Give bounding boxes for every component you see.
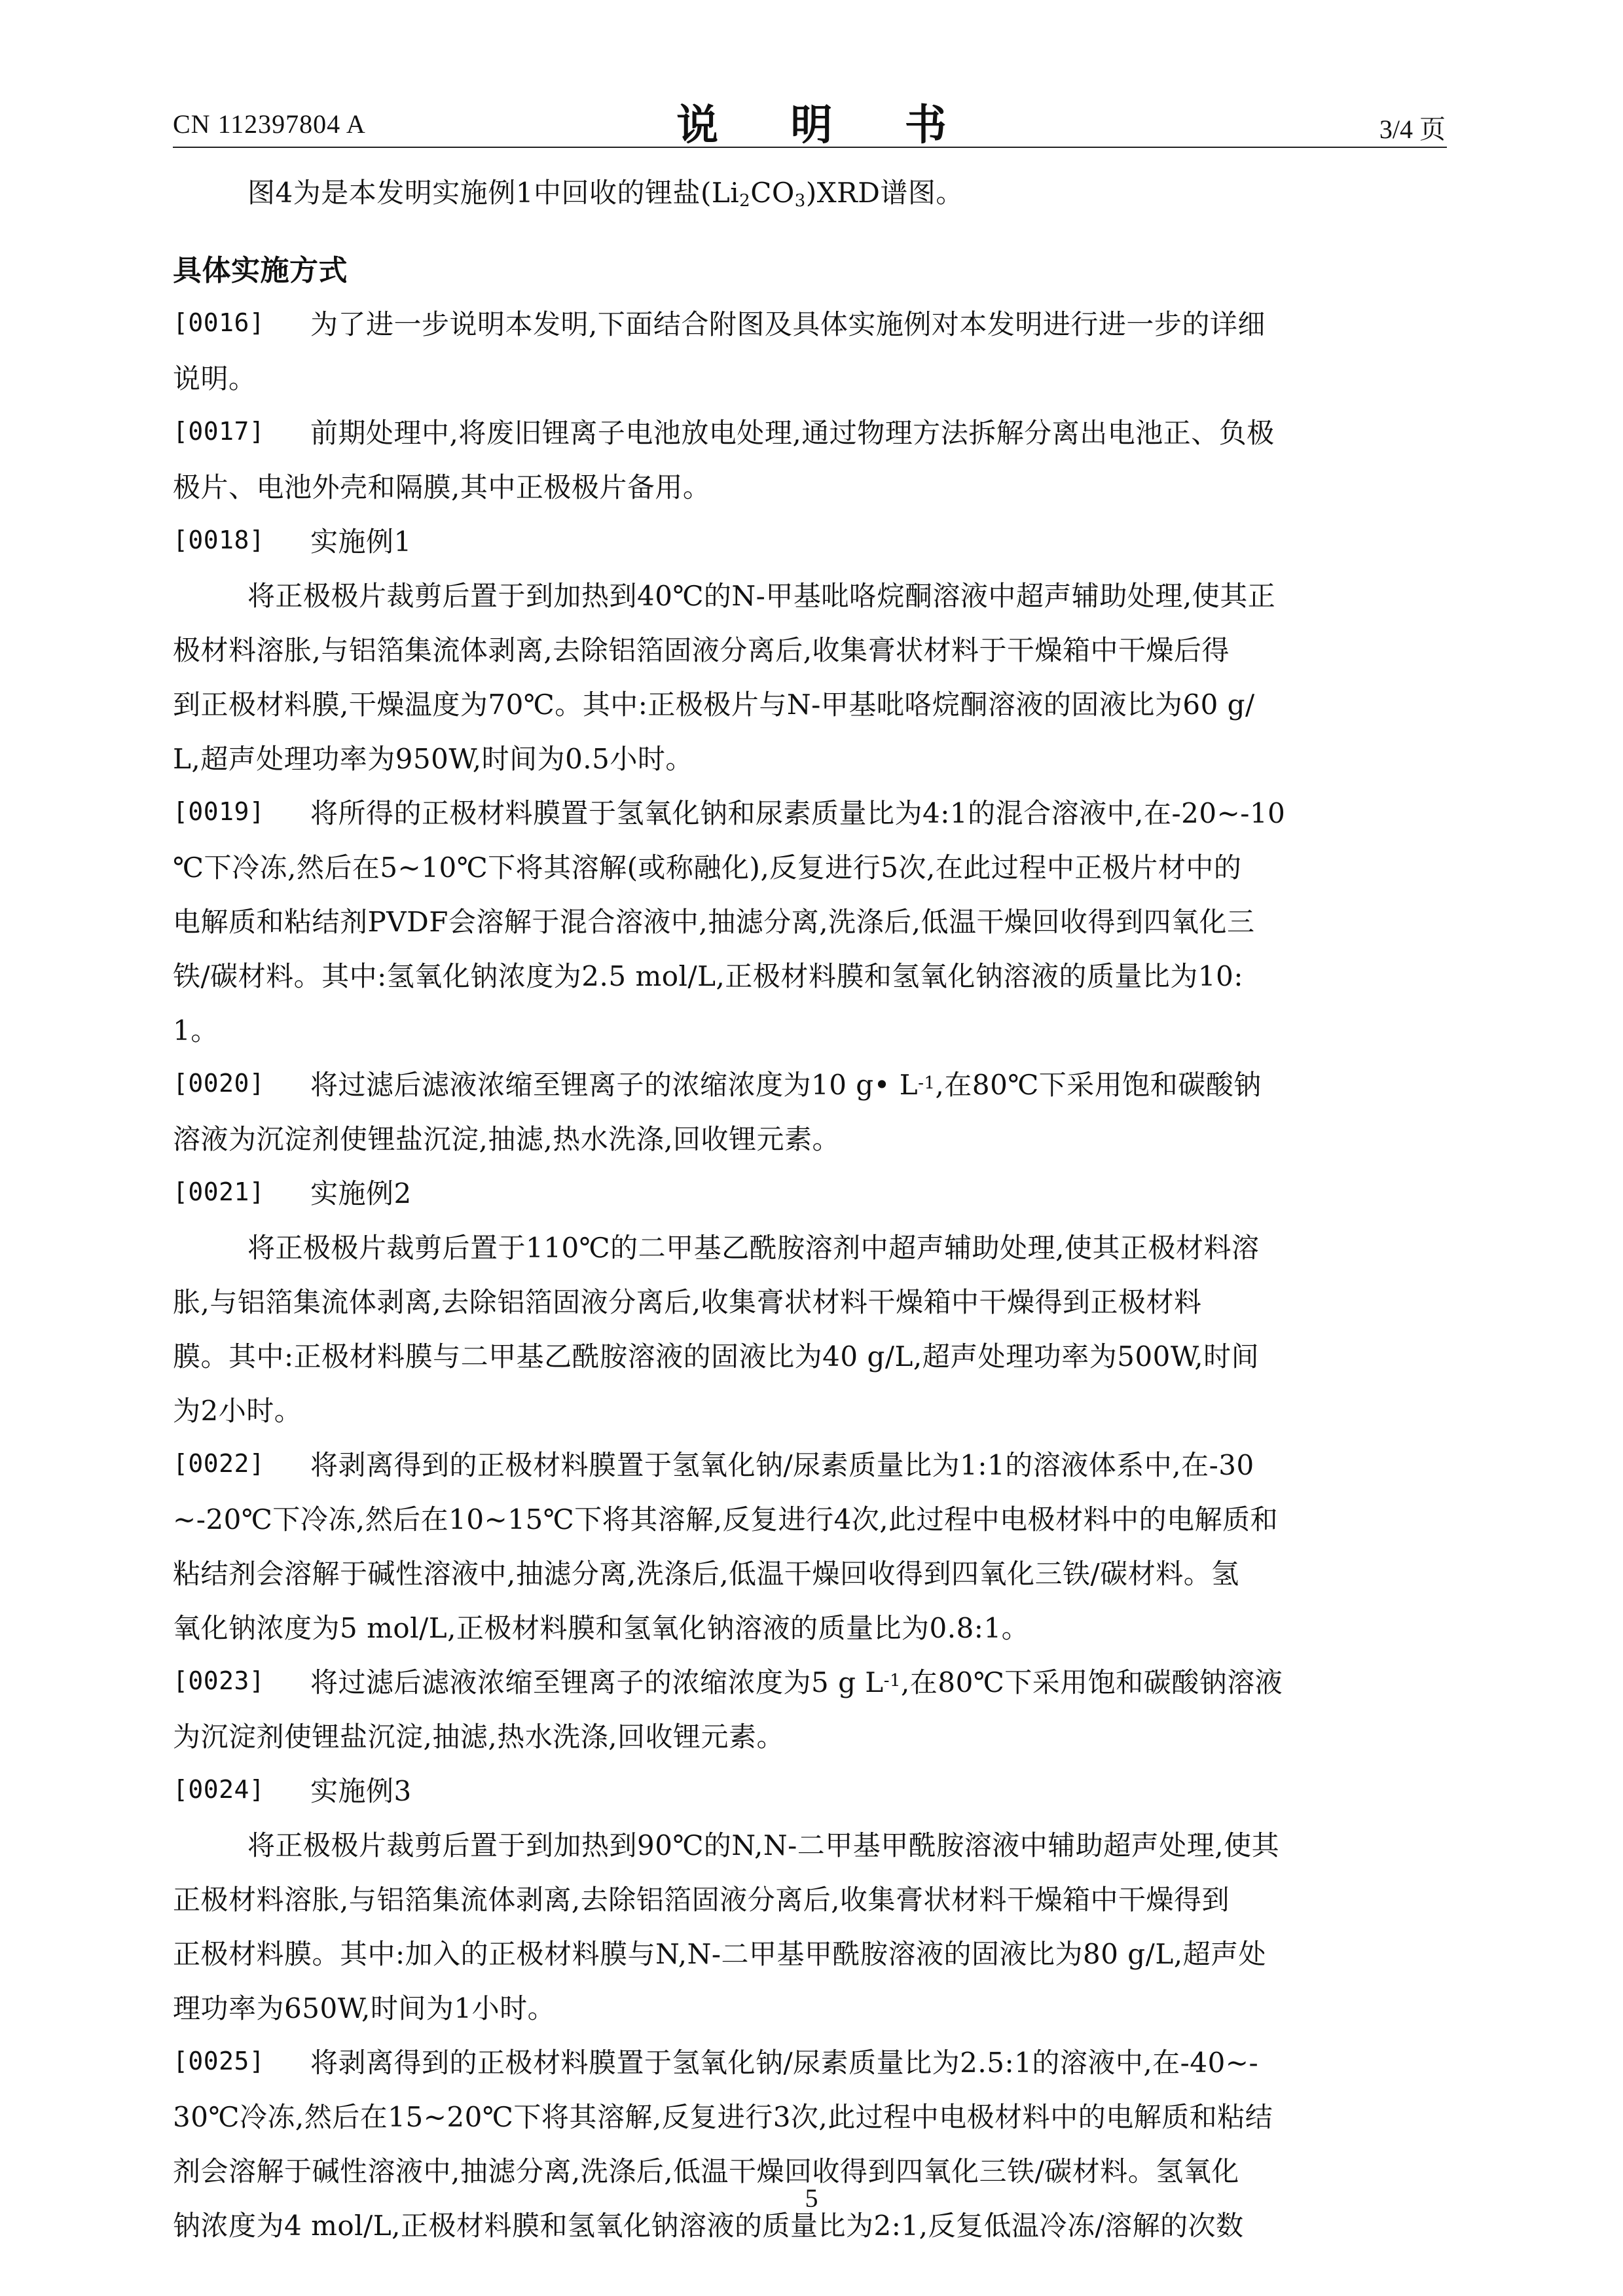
paragraph-number: [0017] — [173, 416, 265, 446]
paragraph-line: L,超声处理功率为950W,时间为0.5小时。 — [173, 742, 693, 775]
document-body — [173, 164, 1447, 2251]
paragraph-line: [0019] 将所得的正极材料膜置于氢氧化钠和尿素质量比为4:1的混合溶液中,在-20~-10 — [173, 797, 1286, 829]
paragraph-number: [0018] — [173, 525, 265, 554]
paragraph-line: [0022] 将剥离得到的正极材料膜置于氢氧化钠/尿素质量比为1:1的溶液体系中,在-30 — [173, 1448, 1254, 1481]
paragraph-line: [0021] 实施例2 — [173, 1177, 412, 1210]
page-title: 说 明 书 — [676, 101, 976, 150]
paragraph-line: 膜。其中:正极材料膜与二甲基乙酰胺溶液的固液比为40 g/L,超声处理功率为500W,时间 — [173, 1340, 1260, 1372]
paragraph-line: 极片、电池外壳和隔膜,其中正极极片备用。 — [173, 471, 711, 503]
section-heading: 具体实施方式 — [173, 254, 348, 287]
figure-caption — [173, 164, 1447, 218]
paragraph-number: [0024] — [173, 1774, 265, 1804]
caption-text: 图4为是本发明实施例1中回收的锂盐$(Li_2CO_3)XRD$谱图。 — [247, 176, 964, 211]
paragraph-line: 铁/碳材料。其中:氢氧化钠浓度为2.5 mol/L,正极材料膜和氢氧化钠溶液的质量比为10: — [173, 960, 1243, 992]
paragraph-line: 理功率为650W,时间为1小时。 — [173, 1992, 556, 2024]
paragraph-line: ℃下冷冻,然后在5~10℃下将其溶解(或称融化),反复进行5次,在此过程中正极片材中的 — [173, 851, 1242, 884]
paragraph-line: 将正极极片裁剪后置于到加热到90℃的N,N-二甲基甲酰胺溶液中辅助超声处理,使其 — [247, 1829, 1280, 1861]
paragraph-line: 剂会溶解于碱性溶液中,抽滤分离,洗涤后,低温干燥回收得到四氧化三铁/碳材料。氢氧化 — [173, 2155, 1239, 2187]
paragraph-number: [0016] — [173, 308, 265, 337]
paragraph-number: [0019] — [173, 797, 265, 826]
paragraph-line: [0017] 前期处理中,将废旧锂离子电池放电处理,通过物理方法拆解分离出电池正、负极 — [173, 416, 1275, 449]
paragraph-number: [0021] — [173, 1177, 265, 1206]
paragraph-number: [0022] — [173, 1448, 265, 1478]
paragraph-line: 钠浓度为4 mol/L,正极材料膜和氢氧化钠溶液的质量比为2:1,反复低温冷冻/溶解的次数 — [173, 2209, 1244, 2242]
paragraph-line: 氧化钠浓度为5 mol/L,正极材料膜和氢氧化钠溶液的质量比为0.8:1。 — [173, 1611, 1030, 1644]
paragraph-line: 溶液为沉淀剂使锂盐沉淀,抽滤,热水洗涤,回收锂元素。 — [173, 1122, 841, 1155]
paragraph-line: 胀,与铝箔集流体剥离,去除铝箔固液分离后,收集膏状材料干燥箱中干燥得到正极材料 — [173, 1285, 1202, 1318]
paragraph-line: 将正极极片裁剪后置于110℃的二甲基乙酰胺溶剂中超声辅助处理,使其正极材料溶 — [247, 1231, 1260, 1264]
paragraph-number: [0025] — [173, 2046, 265, 2075]
paragraph-line: 1。 — [173, 1014, 219, 1047]
paragraph-line: 粘结剂会溶解于碱性溶液中,抽滤分离,洗涤后,低温干燥回收得到四氧化三铁/碳材料。氢 — [173, 1557, 1239, 1590]
page-indicator: 3/4 页 — [1379, 115, 1446, 144]
paragraph-line: [0024] 实施例3 — [173, 1774, 412, 1807]
paragraph-number: [0020] — [173, 1068, 265, 1098]
page-number: 5 — [805, 2183, 818, 2213]
paragraph-line: [0016] 为了进一步说明本发明,下面结合附图及具体实施例对本发明进行进一步的详细 — [173, 308, 1266, 340]
paragraph-line: [0023] 将过滤后滤液浓缩至锂离子的浓缩浓度为5 g L -1 ,在80℃下采用饱和碳酸钠溶液 — [173, 1666, 1283, 1698]
paragraph-line: [0018] 实施例1 — [173, 525, 412, 558]
paragraph-line: 说明。 — [173, 362, 257, 395]
paragraph-line: 将正极极片裁剪后置于到加热到40℃的N-甲基吡咯烷酮溶液中超声辅助处理,使其正 — [247, 579, 1276, 612]
paragraph-line: 正极材料膜。其中:加入的正极材料膜与N,N-二甲基甲酰胺溶液的固液比为80 g/L,超声处 — [173, 1937, 1267, 1970]
header-rule — [173, 147, 1447, 148]
paragraph-line: [0020] 将过滤后滤液浓缩至锂离子的浓缩浓度为10 g• L -1 ,在80℃下采用饱和碳酸钠 — [173, 1068, 1262, 1101]
paragraph-number: [0023] — [173, 1666, 265, 1695]
paragraph-line: ~-20℃下冷冻,然后在10~15℃下将其溶解,反复进行4次,此过程中电极材料中的电解质和 — [173, 1503, 1279, 1535]
paragraph-line: [0025] 将剥离得到的正极材料膜置于氢氧化钠/尿素质量比为2.5:1的溶液中,在-40~- — [173, 2046, 1259, 2079]
paragraph-line: 电解质和粘结剂PVDF会溶解于混合溶液中,抽滤分离,洗涤后,低温干燥回收得到四氧化三 — [173, 905, 1255, 938]
paragraph-line: 正极材料溶胀,与铝箔集流体剥离,去除铝箔固液分离后,收集膏状材料干燥箱中干燥得到 — [173, 1883, 1230, 1916]
paragraph-line: 30℃冷冻,然后在15~20℃下将其溶解,反复进行3次,此过程中电极材料中的电解质和粘结 — [173, 2100, 1273, 2133]
paragraph-line: 到正极材料膜,干燥温度为70℃。其中:正极极片与N-甲基吡咯烷酮溶液的固液比为60 g/ — [173, 688, 1255, 721]
doc-number: CN 112397804 A — [173, 109, 366, 139]
paragraph-line: 为2小时。 — [173, 1394, 302, 1427]
paragraph-line: 为沉淀剂使锂盐沉淀,抽滤,热水洗涤,回收锂元素。 — [173, 1720, 785, 1753]
paragraph-line: 极材料溶胀,与铝箔集流体剥离,去除铝箔固液分离后,收集膏状材料于干燥箱中干燥后得 — [173, 634, 1230, 666]
